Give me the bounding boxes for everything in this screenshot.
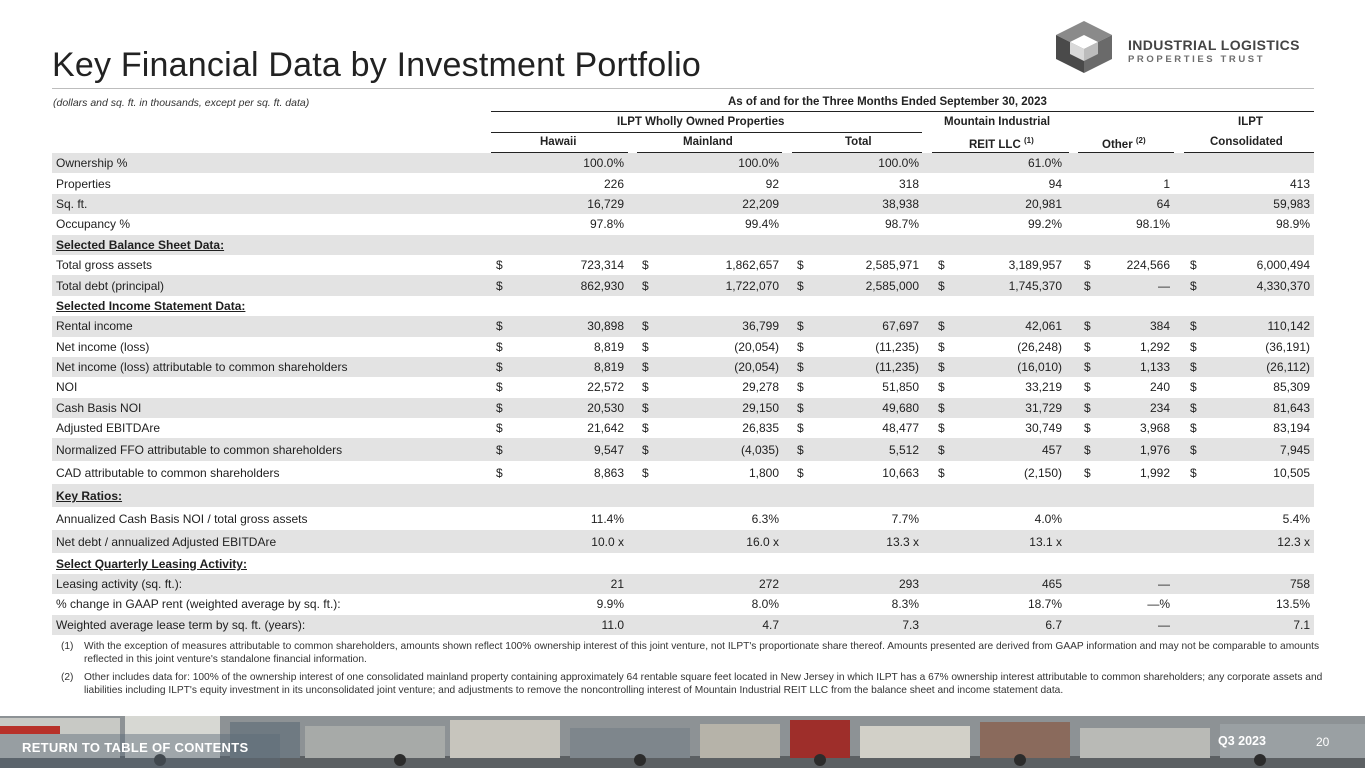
cell-total: 293 <box>898 577 919 592</box>
cell-ilpt: 6,000,494 <box>1256 258 1310 273</box>
cell-total: 7.3 <box>902 617 919 632</box>
cell-mainland: 1,800 <box>748 465 779 480</box>
dollar-sign: $ <box>938 380 945 395</box>
dollar-sign: $ <box>496 400 503 415</box>
col-header-total: Total <box>845 136 872 148</box>
dollar-sign: $ <box>642 421 649 436</box>
cell-total: 51,850 <box>882 380 919 395</box>
dollar-sign: $ <box>1084 278 1091 293</box>
row-label: Cash Basis NOI <box>56 400 142 415</box>
cell-mainland: (4,035) <box>740 442 779 457</box>
cell-mountain: 6.7 <box>1045 617 1062 632</box>
cell-hawaii: 9,547 <box>593 442 624 457</box>
row-label: Normalized FFO attributable to common shareholders <box>56 442 343 457</box>
dollar-sign: $ <box>1084 258 1091 273</box>
cell-total: 38,938 <box>882 196 919 211</box>
dollar-sign: $ <box>1190 400 1197 415</box>
cell-hawaii: 21 <box>610 577 624 592</box>
cell-other: — <box>1158 617 1170 632</box>
dollar-sign: $ <box>1084 380 1091 395</box>
table-row <box>52 214 1314 234</box>
cell-ilpt: 10,505 <box>1273 465 1310 480</box>
cell-total: (11,235) <box>875 339 919 354</box>
cell-total: 318 <box>898 176 919 191</box>
cell-hawaii: 226 <box>603 176 624 191</box>
table-row <box>52 194 1314 214</box>
row-label: Leasing activity (sq. ft.): <box>56 577 183 592</box>
dollar-sign: $ <box>938 258 945 273</box>
dollar-sign: $ <box>797 400 804 415</box>
dollar-sign: $ <box>1190 442 1197 457</box>
table-row <box>52 337 1314 357</box>
row-label: CAD attributable to common shareholders <box>56 465 280 480</box>
table-row <box>52 574 1314 594</box>
col-header-mainland: Mainland <box>683 136 733 148</box>
dollar-sign: $ <box>1190 421 1197 436</box>
cell-other: 224,566 <box>1126 258 1170 273</box>
group-header: ILPT Wholly Owned Properties <box>617 116 785 128</box>
cell-mountain: 31,729 <box>1025 400 1062 415</box>
cell-other: 240 <box>1149 380 1170 395</box>
dollar-sign: $ <box>642 339 649 354</box>
cell-hawaii: 11.0 <box>601 617 624 632</box>
cell-mainland: (20,054) <box>734 339 779 354</box>
cell-other: 3,968 <box>1139 421 1170 436</box>
row-label: Ownership % <box>56 156 128 171</box>
dollar-sign: $ <box>797 360 804 375</box>
dollar-sign: $ <box>1084 360 1091 375</box>
dollar-sign: $ <box>797 339 804 354</box>
dollar-sign: $ <box>938 442 945 457</box>
dollar-sign: $ <box>496 278 503 293</box>
row-label: Occupancy % <box>56 217 131 232</box>
cell-total: 100.0% <box>878 156 919 171</box>
dollar-sign: $ <box>938 360 945 375</box>
row-label: Net income (loss) attributable to common shareholders <box>56 360 348 375</box>
cell-hawaii: 8,819 <box>593 339 624 354</box>
row-label: Selected Income Statement Data: <box>56 298 246 313</box>
cell-mountain: (26,248) <box>1017 339 1062 354</box>
table-row <box>52 615 1314 635</box>
page-title: Key Financial Data by Investment Portfolio <box>52 46 702 84</box>
cell-ilpt: 5.4% <box>1282 511 1310 526</box>
cell-mainland: 29,150 <box>742 400 779 415</box>
table-row <box>52 530 1314 553</box>
cell-other: 64 <box>1156 196 1170 211</box>
col-header-mountain-line2 <box>969 136 1034 151</box>
dollar-sign: $ <box>642 380 649 395</box>
cell-mainland: 36,799 <box>742 319 779 334</box>
cell-mountain: 99.2% <box>1027 217 1062 232</box>
cell-ilpt: 413 <box>1289 176 1310 191</box>
table-row <box>52 357 1314 377</box>
cell-mountain: (16,010) <box>1017 360 1062 375</box>
cell-hawaii: 100.0% <box>583 156 624 171</box>
cell-hawaii: 20,530 <box>587 400 624 415</box>
dollar-sign: $ <box>797 380 804 395</box>
cell-total: 2,585,971 <box>865 258 919 273</box>
cell-mainland: 8.0% <box>751 597 779 612</box>
cell-ilpt: 4,330,370 <box>1256 278 1310 293</box>
row-label: Adjusted EBITDAre <box>56 421 161 436</box>
col-header-other <box>1102 136 1146 151</box>
table-row <box>52 153 1314 173</box>
company-logo <box>1054 19 1324 75</box>
cell-other: —% <box>1147 597 1170 612</box>
cell-mainland: 92 <box>765 176 779 191</box>
dollar-sign: $ <box>642 319 649 334</box>
dollar-sign: $ <box>797 465 804 480</box>
table-row <box>52 316 1314 336</box>
cell-hawaii: 8,819 <box>593 360 624 375</box>
dollar-sign: $ <box>642 360 649 375</box>
row-label: Key Ratios: <box>56 488 123 503</box>
table-row <box>52 438 1314 461</box>
dollar-sign: $ <box>1190 339 1197 354</box>
cell-mainland: 99.4% <box>744 217 779 232</box>
cell-other: 1,292 <box>1139 339 1170 354</box>
dollar-sign: $ <box>797 421 804 436</box>
row-label: Sq. ft. <box>56 196 88 211</box>
row-label: NOI <box>56 380 78 395</box>
cell-total: 67,697 <box>882 319 919 334</box>
cell-ilpt: 758 <box>1289 577 1310 592</box>
footnote-2 <box>61 671 1323 697</box>
dollar-sign: $ <box>938 400 945 415</box>
row-label: Rental income <box>56 319 133 334</box>
dollar-sign: $ <box>496 442 503 457</box>
other-label: Other <box>1102 138 1133 151</box>
col-header-mountain-line1: Mountain Industrial <box>944 116 1051 128</box>
cell-total: 49,680 <box>882 400 919 415</box>
table-row <box>52 461 1314 484</box>
cell-mountain: (2,150) <box>1023 465 1062 480</box>
table-row <box>52 377 1314 397</box>
row-label: Net debt / annualized Adjusted EBITDAre <box>56 534 277 549</box>
col-header-hawaii: Hawaii <box>540 136 577 148</box>
table-row <box>52 507 1314 530</box>
cell-mainland: 272 <box>758 577 779 592</box>
cell-hawaii: 723,314 <box>580 258 624 273</box>
cell-hawaii: 10.0 x <box>591 534 624 549</box>
cell-ilpt: 85,309 <box>1273 380 1310 395</box>
cell-ilpt: 13.5% <box>1275 597 1310 612</box>
table-section-header <box>52 484 1314 507</box>
footnote-ref-1: (1) <box>1023 136 1034 145</box>
cell-mountain: 465 <box>1041 577 1062 592</box>
cell-other: 384 <box>1149 319 1170 334</box>
table-row <box>52 173 1314 193</box>
cell-hawaii: 97.8% <box>589 217 624 232</box>
cell-hawaii: 16,729 <box>587 196 624 211</box>
dollar-sign: $ <box>1084 442 1091 457</box>
dollar-sign: $ <box>496 319 503 334</box>
dollar-sign: $ <box>496 339 503 354</box>
logo-cube-icon <box>1054 19 1114 75</box>
cell-total: 13.3 x <box>886 534 919 549</box>
cell-ilpt: 7.1 <box>1293 617 1310 632</box>
dollar-sign: $ <box>1190 380 1197 395</box>
row-label: Properties <box>56 176 111 191</box>
cell-mountain: 4.0% <box>1034 511 1062 526</box>
title-divider <box>52 88 1314 89</box>
cell-total: (11,235) <box>875 360 919 375</box>
return-to-toc-link[interactable]: RETURN TO TABLE OF CONTENTS <box>22 740 249 755</box>
row-label: Select Quarterly Leasing Activity: <box>56 556 247 571</box>
cell-other: 1,992 <box>1139 465 1170 480</box>
row-label: Total gross assets <box>56 258 153 273</box>
cell-mountain: 13.1 x <box>1029 534 1062 549</box>
cell-hawaii: 11.4% <box>590 511 624 526</box>
dollar-sign: $ <box>1190 258 1197 273</box>
col-header-ilpt-line2: Consolidated <box>1210 136 1283 148</box>
cell-other: — <box>1158 278 1170 293</box>
footnote-1-number: (1) <box>61 641 74 652</box>
cell-hawaii: 21,642 <box>587 421 624 436</box>
cell-total: 10,663 <box>882 465 919 480</box>
dollar-sign: $ <box>1084 400 1091 415</box>
cell-mountain: 94 <box>1048 176 1062 191</box>
dollar-sign: $ <box>496 465 503 480</box>
cell-ilpt: (26,112) <box>1266 360 1310 375</box>
cell-other: 98.1% <box>1135 217 1170 232</box>
dollar-sign: $ <box>642 278 649 293</box>
dollar-sign: $ <box>642 400 649 415</box>
cell-mountain: 3,189,957 <box>1008 258 1062 273</box>
cell-hawaii: 862,930 <box>580 278 624 293</box>
dollar-sign: $ <box>938 319 945 334</box>
dollar-sign: $ <box>797 442 804 457</box>
row-label: Selected Balance Sheet Data: <box>56 237 225 252</box>
quarter-label: Q3 2023 <box>1218 734 1266 748</box>
dollar-sign: $ <box>797 278 804 293</box>
cell-total: 48,477 <box>882 421 919 436</box>
cell-hawaii: 30,898 <box>587 319 624 334</box>
cell-mountain: 30,749 <box>1025 421 1062 436</box>
dollar-sign: $ <box>1190 465 1197 480</box>
row-label: Weighted average lease term by sq. ft. (years): <box>56 617 306 632</box>
footnote-2-text: Other includes data for: 100% of the ownership interest of one consolidated mainland property containing approximately 64 rentable square feet located in New Jersey in which ILPT has a 67% ownership interest attributable to common shareholders; any corporate assets and liabilities including ILPT's equity investment in its unconsolidated joint venture; and adjustments to remove the noncontrolling interest of Mountain Industrial REIT LLC from the balance sheet and income statement data. <box>84 672 1323 696</box>
cell-ilpt: (36,191) <box>1265 339 1310 354</box>
cell-total: 7.7% <box>891 511 919 526</box>
table-row <box>52 255 1314 275</box>
cell-mountain: 61.0% <box>1027 156 1062 171</box>
col-header-ilpt-line1: ILPT <box>1238 116 1263 128</box>
table-section-header <box>52 235 1314 255</box>
financial-data-table <box>52 153 1314 635</box>
dollar-sign: $ <box>1190 278 1197 293</box>
row-label: % change in GAAP rent (weighted average by sq. ft.): <box>56 597 341 612</box>
dollar-sign: $ <box>1084 421 1091 436</box>
cell-ilpt: 12.3 x <box>1277 534 1310 549</box>
dollar-sign: $ <box>1084 339 1091 354</box>
footnote-2-number: (2) <box>61 672 74 683</box>
cell-other: 1 <box>1163 176 1170 191</box>
cell-ilpt: 59,983 <box>1273 196 1310 211</box>
group-header-rule <box>491 132 922 133</box>
cell-ilpt: 83,194 <box>1273 421 1310 436</box>
cell-total: 5,512 <box>888 442 919 457</box>
page-number: 20 <box>1316 735 1330 749</box>
logo-subtitle: PROPERTIES TRUST <box>1128 54 1266 65</box>
cell-ilpt: 98.9% <box>1275 217 1310 232</box>
units-note: (dollars and sq. ft. in thousands, except per sq. ft. data) <box>53 97 310 109</box>
cell-other: 1,976 <box>1139 442 1170 457</box>
cell-mainland: 100.0% <box>738 156 779 171</box>
table-row <box>52 398 1314 418</box>
cell-hawaii: 9.9% <box>596 597 624 612</box>
cell-mountain: 33,219 <box>1025 380 1062 395</box>
table-row <box>52 418 1314 438</box>
dollar-sign: $ <box>938 339 945 354</box>
footnotes <box>61 640 1323 702</box>
cell-mainland: 1,862,657 <box>725 258 779 273</box>
dollar-sign: $ <box>1084 319 1091 334</box>
cell-hawaii: 8,863 <box>593 465 624 480</box>
row-label: Total debt (principal) <box>56 278 165 293</box>
cell-other: 234 <box>1149 400 1170 415</box>
row-label: Annualized Cash Basis NOI / total gross assets <box>56 511 308 526</box>
dollar-sign: $ <box>1190 360 1197 375</box>
cell-total: 8.3% <box>891 597 919 612</box>
cell-ilpt: 110,142 <box>1267 319 1310 334</box>
cell-total: 2,585,000 <box>865 278 919 293</box>
dollar-sign: $ <box>797 319 804 334</box>
table-row <box>52 594 1314 614</box>
cell-mainland: 26,835 <box>742 421 779 436</box>
dollar-sign: $ <box>642 442 649 457</box>
dollar-sign: $ <box>642 258 649 273</box>
dollar-sign: $ <box>496 380 503 395</box>
period-header-rule <box>491 111 1314 112</box>
row-label: Net income (loss) <box>56 339 150 354</box>
cell-other: — <box>1158 577 1170 592</box>
dollar-sign: $ <box>496 258 503 273</box>
dollar-sign: $ <box>938 465 945 480</box>
cell-mainland: 6.3% <box>751 511 779 526</box>
cell-mainland: 4.7 <box>762 617 779 632</box>
dollar-sign: $ <box>938 278 945 293</box>
dollar-sign: $ <box>642 465 649 480</box>
mountain-label: REIT LLC <box>969 138 1021 151</box>
cell-mainland: 22,209 <box>742 196 779 211</box>
dollar-sign: $ <box>1190 319 1197 334</box>
table-section-header <box>52 553 1314 573</box>
logo-name: INDUSTRIAL LOGISTICS <box>1128 37 1300 53</box>
cell-mountain: 1,745,370 <box>1008 278 1062 293</box>
table-section-header <box>52 296 1314 316</box>
cell-other: 1,133 <box>1139 360 1170 375</box>
cell-ilpt: 7,945 <box>1279 442 1310 457</box>
dollar-sign: $ <box>938 421 945 436</box>
cell-mountain: 20,981 <box>1025 196 1062 211</box>
cell-mainland: (20,054) <box>734 360 779 375</box>
period-header: As of and for the Three Months Ended September 30, 2023 <box>728 96 1047 108</box>
table-row <box>52 275 1314 295</box>
cell-mountain: 42,061 <box>1025 319 1062 334</box>
footnote-ref-2: (2) <box>1135 136 1146 145</box>
cell-mainland: 29,278 <box>742 380 779 395</box>
dollar-sign: $ <box>496 360 503 375</box>
cell-mainland: 16.0 x <box>746 534 779 549</box>
cell-mountain: 18.7% <box>1027 597 1062 612</box>
dollar-sign: $ <box>1084 465 1091 480</box>
cell-mainland: 1,722,070 <box>725 278 779 293</box>
cell-mountain: 457 <box>1041 442 1062 457</box>
dollar-sign: $ <box>797 258 804 273</box>
dollar-sign: $ <box>496 421 503 436</box>
cell-total: 98.7% <box>884 217 919 232</box>
cell-hawaii: 22,572 <box>587 380 624 395</box>
footnote-1-text: With the exception of measures attributable to common shareholders, amounts shown reflect 100% ownership interest of this joint venture, not ILPT's proportionate share thereof. Amounts presented are derived from GAAP information and may not be comparable to amounts reflected in this joint venture's standalone financial information. <box>84 641 1320 665</box>
footnote-1 <box>61 640 1323 666</box>
cell-ilpt: 81,643 <box>1273 400 1310 415</box>
